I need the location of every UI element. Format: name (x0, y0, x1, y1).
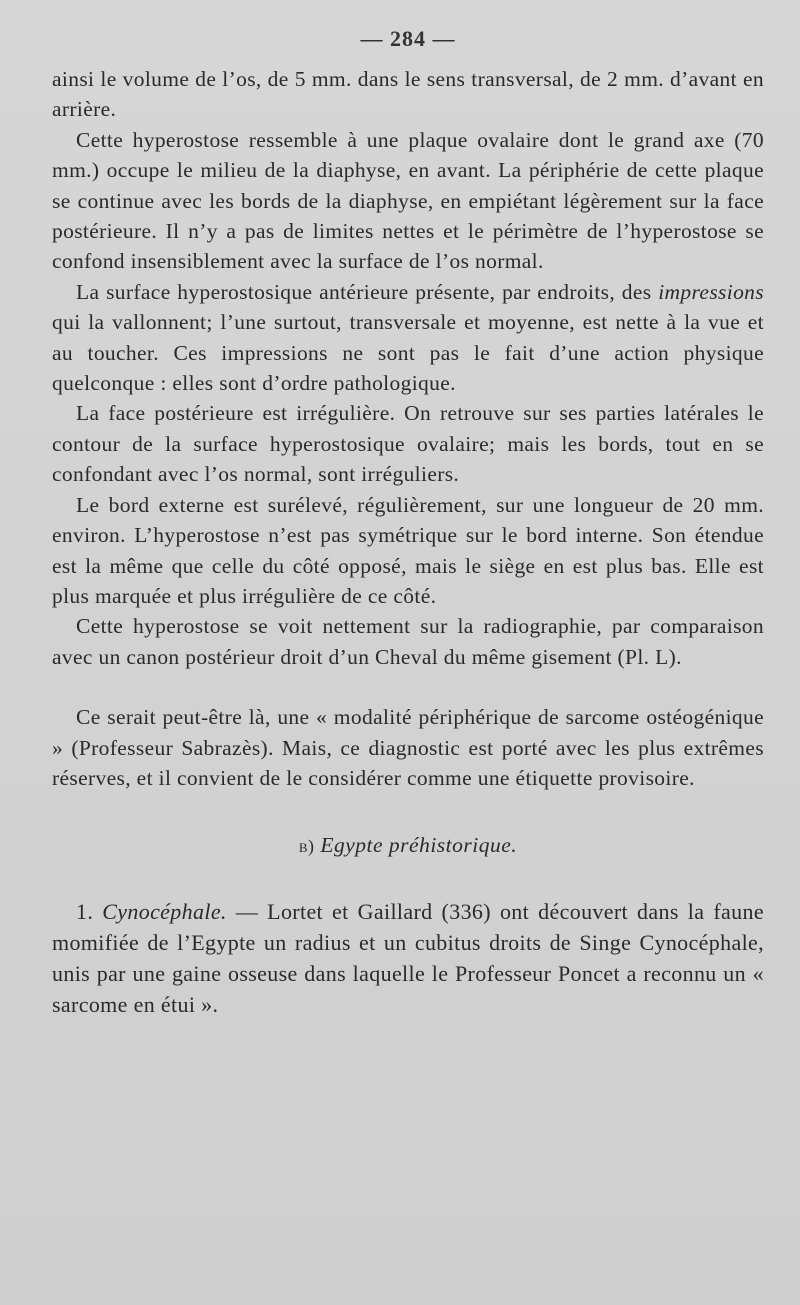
paragraph-7: Ce serait peut-être là, une « modalité périphérique de sarcome ostéogénique » (Professeur Sabrazès). Mais, ce diagnostic est porté avec les plus extrêmes réserves, et il convient de le considérer comme une étiquette provisoire. (52, 705, 764, 790)
paragraph-1: ainsi le volume de l’os, de 5 mm. dans le sens transversal, de 2 mm. d’avant en arrière. (52, 67, 764, 122)
item-number: 1. (76, 899, 94, 925)
section-marker: b) (298, 836, 315, 857)
paragraph-3-pre: La surface hyperostosique antérieure présente, par endroits, des (76, 279, 659, 304)
paragraph-3 (52, 277, 764, 399)
paragraph-3-emphasis: impressions (658, 279, 764, 304)
paragraph-gap (52, 672, 764, 702)
section-heading (52, 833, 764, 858)
item-title: Cynocéphale. (102, 899, 227, 925)
paragraph-2: Cette hyperostose ressemble à une plaque ovalaire dont le grand axe (70 mm.) occupe le milieu de la diaphyse, en avant. La périphérie de cette plaque se continue avec les bords de la diaphyse, en empiétant légèrement sur la face postérieure. Il n’y a pas de limites nettes et le périmètre de l’hyperostose se confond insensiblement avec la surface de l’os normal. (52, 127, 764, 274)
page-number: — 284 — (360, 26, 456, 51)
paragraph-cynocephale (52, 896, 764, 1020)
paragraph-6: Cette hyperostose se voit nettement sur la radiographie, par comparaison avec un canon postérieur droit d’un Cheval du même gisement (Pl. L). (52, 614, 764, 669)
paragraph-3-post: qui la vallonnent; l’une surtout, transversale et moyenne, est nette à la vue et au toucher. Ces impressions ne sont pas le fait d’une action physique quelconque : elles sont d’ordre pathologique. (52, 310, 764, 396)
paragraph-4: La face postérieure est irrégulière. On retrouve sur ses parties latérales le contour de la surface hyperostosique ovalaire; mais les bords, tout en se confondant avec l’os normal, sont irréguliers. (52, 401, 764, 487)
item-text: — Lortet et Gaillard (336) ont découvert dans la faune momifiée de l’Egypte un radius et un cubitus droits de Singe Cynocéphale, unis par une gaine osseuse dans laquelle le Professeur Poncet a reconnu un « sarcome en étui ». (52, 899, 764, 1018)
paragraph-5: Le bord externe est surélevé, régulièrement, sur une longueur de 20 mm. environ. L’hyperostose n’est pas symétrique sur le bord interne. Son étendue est la même que celle du côté opposé, mais le siège en est plus bas. Elle est plus marquée et plus irrégulière de ce côté. (52, 492, 764, 608)
section-title: Egypte préhistorique. (320, 833, 518, 858)
